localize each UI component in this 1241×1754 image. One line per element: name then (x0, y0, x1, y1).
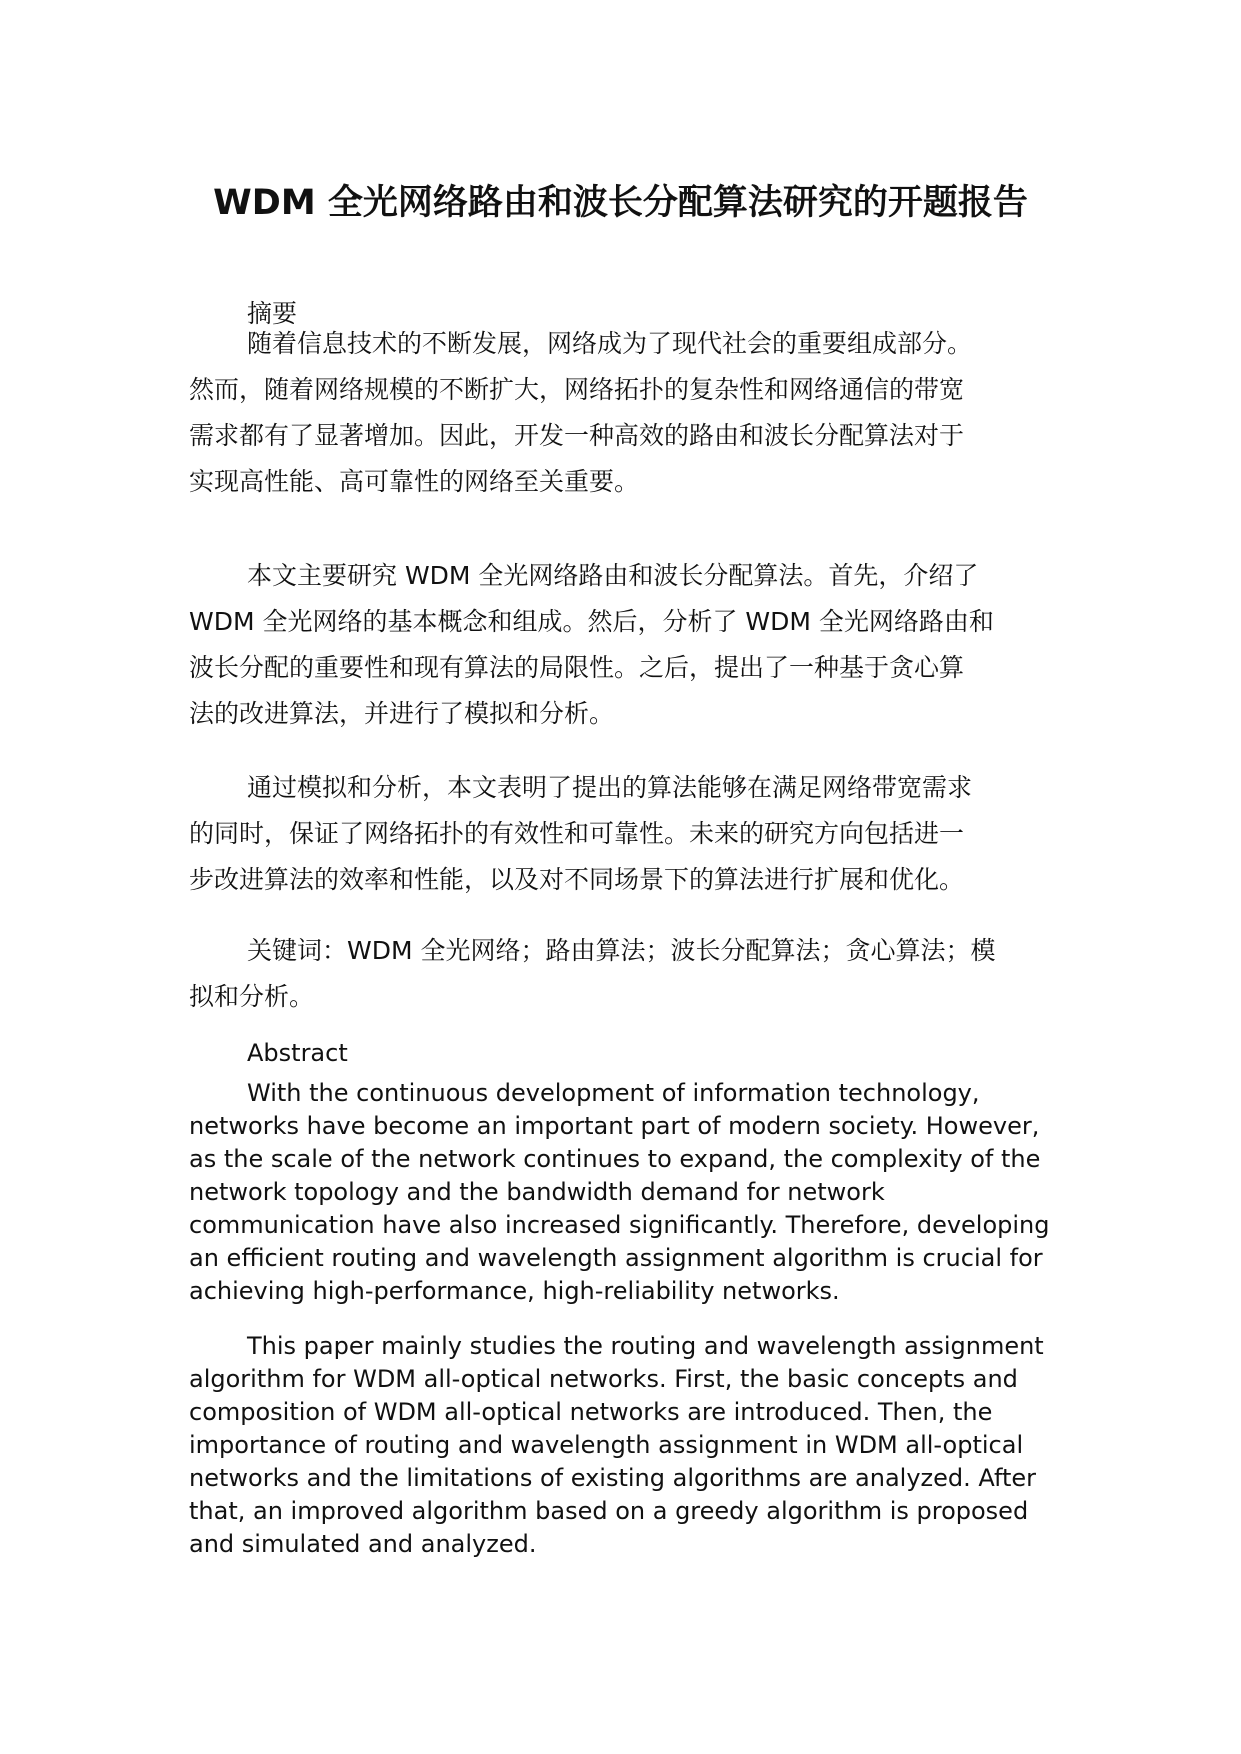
text-line: 步改进算法的效率和性能，以及对不同场景下的算法进行扩展和优化。 (189, 865, 965, 894)
abstract-paragraph-en-1 (189, 1077, 1069, 1308)
abstract-heading-en: Abstract (247, 1039, 348, 1067)
text-line: 波长分配的重要性和现有算法的局限性。之后，提出了一种基于贪心算 (189, 653, 965, 682)
abstract-paragraph-zh-1 (189, 321, 1059, 505)
abstract-paragraph-zh-2 (189, 553, 1059, 737)
text-line: 本文主要研究 WDM 全光网络路由和波长分配算法。首先，介绍了 (247, 561, 979, 590)
text-line: as the scale of the network continues to expand, the complexity of the (189, 1145, 1041, 1173)
keywords-zh (189, 928, 1059, 1020)
text-line: 通过模拟和分析，本文表明了提出的算法能够在满足网络带宽需求 (247, 773, 973, 802)
text-line: With the continuous development of information technology, (247, 1079, 980, 1107)
text-line: networks and the limitations of existing algorithms are analyzed. After (189, 1464, 1037, 1492)
text-line: 然而，随着网络规模的不断扩大，网络拓扑的复杂性和网络通信的带宽 (189, 375, 965, 404)
text-line: 法的改进算法，并进行了模拟和分析。 (189, 699, 615, 728)
text-line: This paper mainly studies the routing and wavelength assignment (247, 1332, 1044, 1360)
text-line: achieving high-performance, high-reliability networks. (189, 1277, 840, 1305)
text-line: networks have become an important part of modern society. However, (189, 1112, 1040, 1140)
text-line: 的同时，保证了网络拓扑的有效性和可靠性。未来的研究方向包括进一 (189, 819, 965, 848)
text-line: 关键词：WDM 全光网络；路由算法；波长分配算法；贪心算法；模 (247, 936, 996, 965)
abstract-heading-zh: 摘要 (247, 299, 298, 328)
abstract-paragraph-en-2 (189, 1330, 1069, 1561)
text-line: communication have also increased significantly. Therefore, developing (189, 1211, 1050, 1239)
text-line: algorithm for WDM all-optical networks. First, the basic concepts and (189, 1365, 1018, 1393)
text-line: 随着信息技术的不断发展，网络成为了现代社会的重要组成部分。 (247, 329, 973, 358)
text-line: and simulated and analyzed. (189, 1530, 537, 1558)
text-line: WDM 全光网络的基本概念和组成。然后，分析了 WDM 全光网络路由和 (189, 607, 994, 636)
text-line: that, an improved algorithm based on a greedy algorithm is proposed (189, 1497, 1029, 1525)
text-line: 拟和分析。 (189, 982, 315, 1011)
text-line: an efficient routing and wavelength assignment algorithm is crucial for (189, 1244, 1043, 1272)
document-title: WDM 全光网络路由和波长分配算法研究的开题报告 (213, 183, 1028, 223)
abstract-paragraph-zh-3 (189, 765, 1059, 903)
text-line: network topology and the bandwidth demand for network (189, 1178, 885, 1206)
text-line: importance of routing and wavelength assignment in WDM all-optical (189, 1431, 1024, 1459)
text-line: 实现高性能、高可靠性的网络至关重要。 (189, 467, 640, 496)
text-line: composition of WDM all-optical networks are introduced. Then, the (189, 1398, 993, 1426)
text-line: 需求都有了显著增加。因此，开发一种高效的路由和波长分配算法对于 (189, 421, 965, 450)
